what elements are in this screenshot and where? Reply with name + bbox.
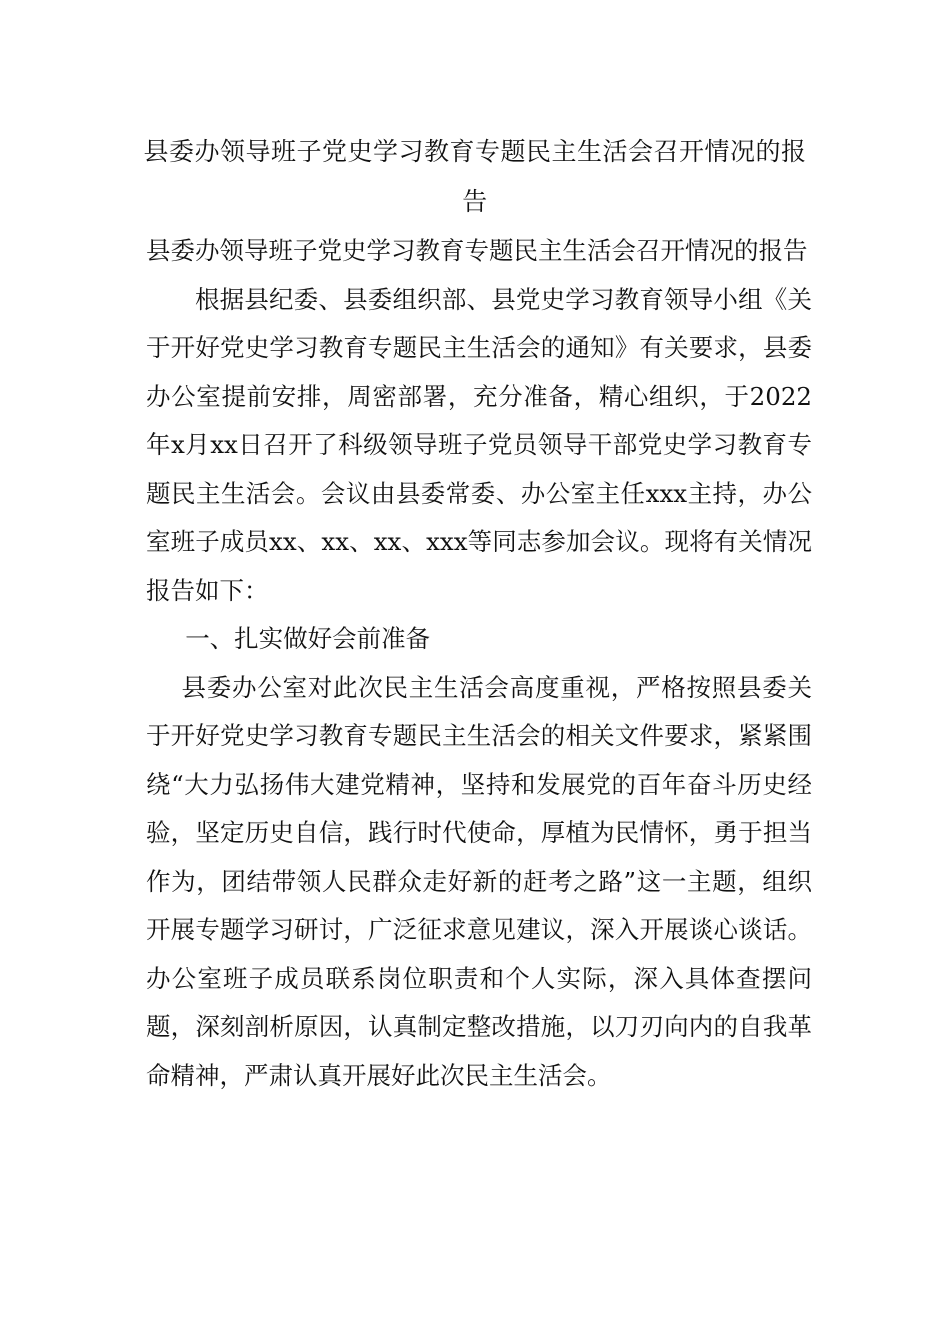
document-body (146, 227, 812, 1100)
section-heading: 一、扎实做好会前准备 (185, 624, 431, 653)
page-title: 县委办领导班子党史学习教育专题民主生活会召开情况的报告 (143, 137, 807, 216)
title-repeat-paragraph: 县委办领导班子党史学习教育专题民主生活会召开情况的报告 (146, 236, 808, 265)
intro-paragraph: 根据县纪委、县委组织部、县党史学习教育领导小组《关于开好党史学习教育专题民主生活会的通知》有关要求，县委办公室提前安排，周密部署，充分准备，精心组织，于2022年x月xx日召开了科级领导班子党员领导干部党史学习教育专题民主生活会。会议由县委常委、办公室主任xxx主持，办公室班子成员xx、xx、xx、xxx等同志参加会议。现将有关情况报告如下： (146, 284, 812, 605)
body-paragraph: 县委办公室对此次民主生活会高度重视，严格按照县委关于开好党史学习教育专题民主生活会的相关文件要求，紧紧围绕“大力弘扬伟大建党精神，坚持和发展党的百年奋斗历史经验，坚定历史自信，践行时代使命，厚植为民情怀，勇于担当作为，团结带领人民群众走好新的赶考之路”这一主题，组织开展专题学习研讨，广泛征求意见建议，深入开展谈心谈话。办公室班子成员联系岗位职责和个人实际，深入具体查摆问题，深刻剖析原因，认真制定整改措施，以刀刃向内的自我革命精神，严肃认真开展好此次民主生活会。 (146, 672, 812, 1090)
